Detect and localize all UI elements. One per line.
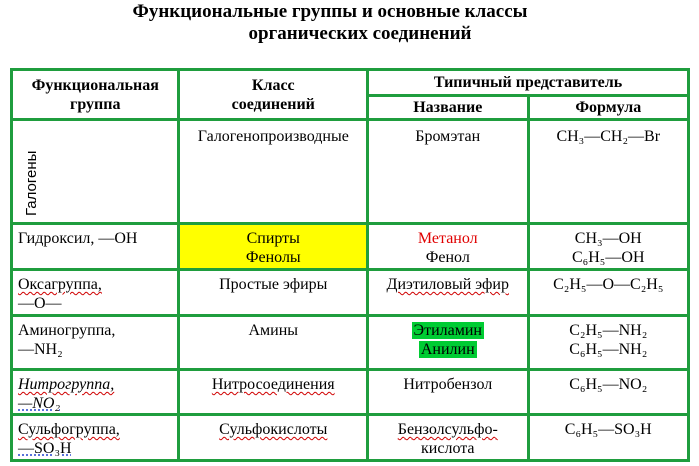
group-line: —SO₃H (18, 440, 72, 457)
class-text: Нитросоединения (211, 376, 335, 393)
cell-group (12, 316, 179, 370)
formula-line: C₆H₅—OH (572, 249, 645, 266)
name-line: Анилин (420, 341, 475, 358)
header-class: Класс соединений (179, 70, 368, 120)
cell-group (12, 415, 179, 461)
group-line: Сульфогруппа, (18, 421, 120, 438)
name-line: Метанол (417, 230, 478, 247)
group-line: Нитрогруппа, (18, 376, 115, 393)
cell-class: Амины (179, 316, 368, 370)
table-row (12, 270, 689, 316)
vertical-label: Галогены (23, 150, 40, 216)
page-title: Функциональные группы и основные классы (132, 1, 528, 22)
class-text: Сульфокислоты (219, 421, 328, 438)
cell-formula (528, 224, 689, 270)
class-line: Спирты (246, 230, 300, 247)
page-subtitle: органических соединений (248, 23, 472, 44)
cell-class (179, 370, 368, 415)
table-row (12, 370, 689, 415)
cell-name (368, 270, 528, 316)
class-line: Фенолы (245, 249, 301, 266)
header-formula: Формула (528, 96, 689, 120)
header-name: Название (368, 96, 528, 120)
name-line: Фенол (425, 249, 470, 266)
cell-name (368, 415, 528, 461)
group-line: —O— (18, 295, 62, 312)
cell-class (179, 224, 368, 270)
formula-line: CH₃—OH (574, 230, 642, 247)
cell-name: Нитробензол (368, 370, 528, 415)
table-row (12, 120, 689, 224)
cell-class: Простые эфиры (179, 270, 368, 316)
cell-formula: C₆H₅—SO₃H (528, 415, 689, 461)
table-row (12, 224, 689, 270)
header-representative: Типичный представитель (368, 70, 689, 96)
group-line: —NH₂ (18, 341, 63, 358)
cell-name: Бромэтан (368, 120, 528, 224)
functional-groups-table (10, 68, 690, 462)
group-line: —NO₂ (18, 395, 61, 412)
cell-name (368, 316, 528, 370)
name-line: Этиламин (413, 322, 482, 339)
name-line: Диэтиловый эфир (386, 276, 509, 293)
cell-group (12, 120, 179, 224)
table-row (12, 316, 689, 370)
formula-line: C₂H₅—NH₂ (569, 322, 648, 339)
group-line: Оксагруппа, (18, 276, 102, 293)
cell-group (12, 370, 179, 415)
formula-line: C₆H₅—NH₂ (569, 341, 648, 358)
cell-formula: C₂H₅—O—C₂H₅ (528, 270, 689, 316)
cell-formula: CH₃—CH₂—Br (528, 120, 689, 224)
cell-formula (528, 316, 689, 370)
table-row (12, 415, 689, 461)
name-line: Бензолсульфо- (397, 421, 498, 438)
group-line: Аминогруппа, (18, 322, 116, 339)
cell-formula: C₆H₅—NO₂ (528, 370, 689, 415)
cell-group: Гидроксил, —OH (12, 224, 179, 270)
header-group: Функциональная группа (12, 70, 179, 120)
cell-name (368, 224, 528, 270)
name-line: кислота (421, 440, 475, 457)
cell-group (12, 270, 179, 316)
cell-class (179, 415, 368, 461)
cell-class: Галогенопроизводные (179, 120, 368, 224)
